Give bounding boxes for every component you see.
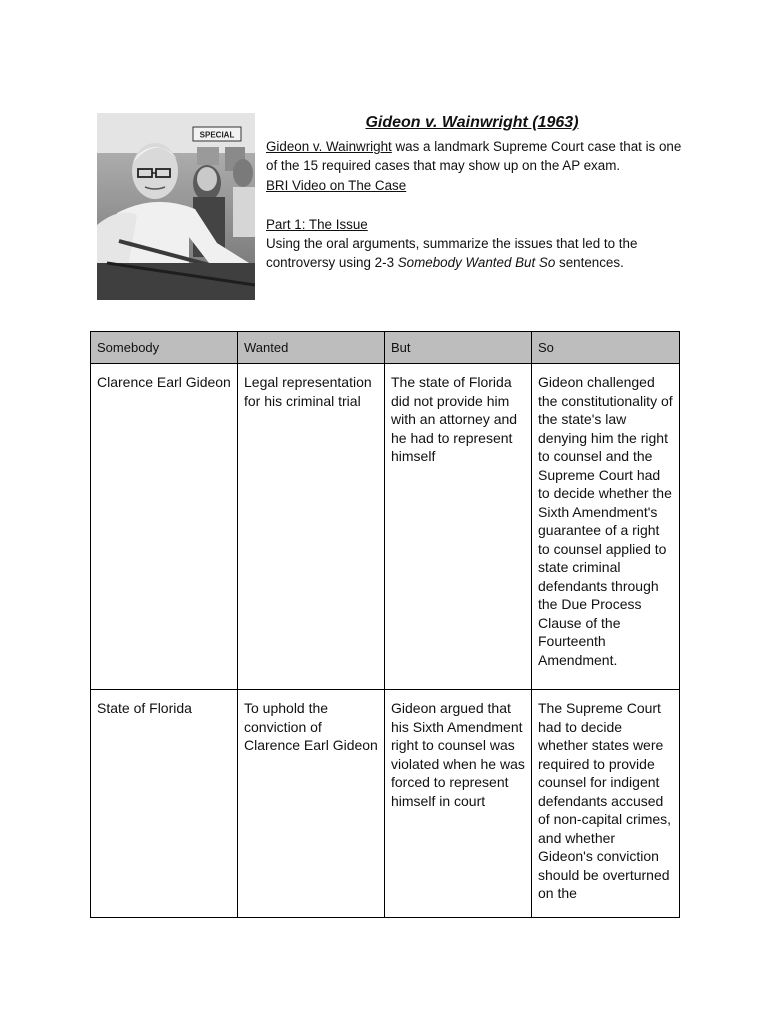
gideon-photo (97, 113, 255, 300)
table-row (91, 690, 680, 918)
column-header-wanted: Wanted (238, 332, 385, 364)
intro-text: was a landmark Supreme Court case that is one of the 15 required cases that may show up on the AP exam. (266, 139, 682, 174)
table-cell: Clarence Earl Gideon (91, 364, 238, 690)
case-link[interactable]: Gideon v. Wainwright (266, 139, 392, 154)
video-link[interactable]: BRI Video on The Case (266, 177, 407, 193)
photo-illustration (97, 113, 255, 300)
part-heading: Part 1: The Issue (266, 216, 368, 232)
table-cell (532, 690, 680, 918)
table-cell: State of Florida (91, 690, 238, 918)
table-row (91, 364, 680, 690)
column-header-but: But (385, 332, 532, 364)
column-header-somebody: Somebody (91, 332, 238, 364)
instructions (266, 234, 686, 273)
table-cell: The state of Florida did not provide him with an attorney and he had to represent himself (385, 364, 532, 690)
table-header-row (91, 332, 680, 364)
intro-paragraph (266, 137, 686, 176)
table-cell: To uphold the conviction of Clarence Earl Gideon (238, 690, 385, 918)
table-cell: Gideon challenged the constitutionality of the state's law denying him the right to counsel and the Supreme Court had to decide whether the Sixth Amendment's guarantee of a right to counsel applied to state criminal defendants through the Due Process Clause of the Fourteenth Amendment. (532, 364, 680, 690)
instructions-end: sentences. (555, 255, 624, 271)
instructions-emphasis: Somebody Wanted But So (397, 255, 556, 271)
instructions-text: Using the oral arguments, summarize the issues that led to the controversy using 2-3 (266, 236, 638, 271)
table-cell: Gideon argued that his Sixth Amendment right to counsel was violated when he was forced to represent himself in court (385, 690, 532, 918)
somebody-wanted-but-so-table (90, 331, 680, 918)
photo-sign-text: SPECIAL (199, 130, 235, 140)
table-cell-text: The Supreme Court had to decide whether states were required to provide counsel for indigent defendants accused of non-capital crimes, and whether Gideon's conviction should be overturned on the (538, 700, 672, 901)
column-header-so: So (532, 332, 680, 364)
intro-section (266, 137, 686, 273)
table-cell: Legal representation for his criminal trial (238, 364, 385, 690)
page-title: Gideon v. Wainwright (1963) (365, 114, 579, 131)
